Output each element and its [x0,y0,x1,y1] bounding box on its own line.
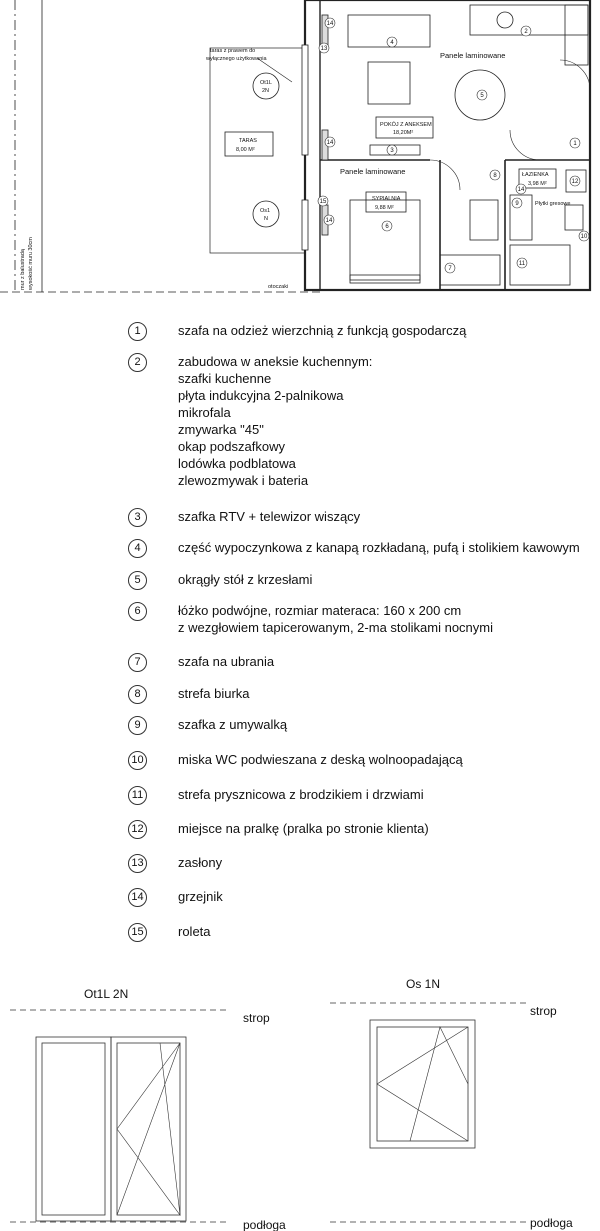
legend-number-badge: 9 [128,716,147,735]
left-window-inner-1 [42,1043,105,1215]
marker-10: 10 [580,234,588,240]
right-window-inner [377,1027,468,1141]
floor-label-hall: Panele laminowane [340,167,406,176]
legend-description [178,820,429,837]
legend-description-line: zasłony [178,855,223,870]
marker-5: 5 [480,93,484,99]
marker-14b: 14 [326,140,334,146]
legend-description-line: zmywarka "45" [178,422,264,437]
legend-description-line: zabudowa w aneksie kuchennym: [178,354,373,369]
bathroom-door-swing [510,130,540,160]
legend-description [178,508,360,525]
legend-description-line: szafka RTV + telewizor wiszący [178,509,361,524]
legend-description [178,716,287,733]
legend-description [178,602,493,636]
legend-description-line: łóżko podwójne, rozmiar materaca: 160 x 200 cm [178,603,462,618]
legend-description [178,923,211,940]
window-os1-tag [253,201,279,227]
legend-description-line: szafki kuchenne [178,371,272,386]
legend-number-badge: 12 [128,820,147,839]
right-window-frame [370,1020,475,1148]
marker-13: 13 [320,46,328,52]
living-room-label: POKÓJ Z ANEKSEM [380,122,432,128]
window-elevations [0,960,600,1231]
legend-description-line: lodówka podblatowa [178,456,296,471]
right-ceiling-label: strop [530,1004,557,1018]
marker-8: 8 [493,173,497,179]
legend-description-line: okap podszafkowy [178,439,285,454]
marker-9: 9 [515,201,519,207]
legend-number-badge: 2 [128,353,147,372]
legend-number-badge: 15 [128,923,147,942]
wall-note-line-2: wysokość muru 30cm [28,237,34,290]
bed-headboard [350,275,420,283]
legend-number-badge: 10 [128,751,147,770]
desk [470,200,498,240]
left-window-frame-1 [36,1037,111,1221]
terrace-label: TARAS [239,138,257,144]
legend-number-badge: 6 [128,602,147,621]
bedroom-area: 9,88 M² [375,205,394,211]
wc [565,205,583,230]
marker-3: 3 [390,148,394,154]
marker-2: 2 [524,29,528,35]
legend-number-badge: 8 [128,685,147,704]
window-os1-line-2: N [264,216,268,222]
legend-number-badge: 5 [128,571,147,590]
window-ot1l [302,45,308,155]
legend-description [178,854,222,871]
legend-description-line: płyta indukcyjna 2-palnikowa [178,388,344,403]
bedroom-label: SYPIALNIA [372,196,401,202]
marker-14d: 14 [517,187,525,193]
bedroom-door-swing [430,160,460,190]
living-room-area: 18,20M² [393,130,414,136]
sill-label: otoczaki [268,284,289,290]
marker-6: 6 [385,224,389,230]
bathroom-tiles-label: Płytki gresowe [535,201,571,207]
floor-plan [0,0,600,300]
legend-description-line: część wypoczynkowa z kanapą rozkładaną, pufą i stolikiem kawowym [178,540,580,555]
legend-description-line: szafka z umywalką [178,717,288,732]
legend-description-line: grzejnik [178,889,223,904]
window-os1-line-1: Os1 [260,208,271,214]
legend-description-line: szafa na odzież wierzchnią z funkcją gospodarczą [178,323,467,338]
right-elevation-title: Os 1N [406,977,441,991]
legend-description [178,322,466,339]
terrace-note-line-1: taras z prawem do [210,48,256,54]
marker-14c: 14 [325,218,333,224]
legend-number-badge: 13 [128,854,147,873]
legend-description [178,539,580,556]
marker-11: 11 [518,261,526,267]
bathroom-label: ŁAZIENKA [522,172,549,178]
legend-description-line: strefa biurka [178,686,250,701]
bathroom-area: 3,98 M² [528,181,547,187]
terrace-area: 8,00 M² [236,147,255,153]
legend-description-line: strefa prysznicowa z brodzikiem i drzwiami [178,787,424,802]
legend-description [178,571,312,588]
marker-4: 4 [390,40,394,46]
legend [0,312,600,952]
legend-description [178,786,424,803]
floor-label-living: Panele laminowane [440,51,506,60]
legend-description [178,353,372,489]
marker-12: 12 [571,179,579,185]
marker-15: 15 [319,199,327,205]
legend-description [178,751,463,768]
marker-14a: 14 [326,21,334,27]
wall-note-line-1: mur z balustradą [20,249,26,290]
legend-number-badge: 14 [128,888,147,907]
right-window-opening-lines [377,1027,468,1141]
window-ot1l-tag [253,73,279,99]
legend-description [178,685,250,702]
coffee-table [368,62,410,104]
legend-number-badge: 7 [128,653,147,672]
left-floor-label: podłoga [243,1218,286,1231]
marker-1: 1 [573,141,577,147]
left-window-opening-lines [117,1043,180,1215]
window-os1 [302,200,308,250]
legend-description-line: miska WC podwieszana z deską wolnoopadającą [178,752,463,767]
legend-number-badge: 3 [128,508,147,527]
terrace-outline [210,48,305,253]
legend-number-badge: 4 [128,539,147,558]
legend-description-line: mikrofala [178,405,231,420]
legend-description [178,653,274,670]
legend-description-line: roleta [178,924,211,939]
left-elevation-title: Ot1L 2N [84,987,129,1001]
legend-description-line: szafa na ubrania [178,654,275,669]
right-floor-label: podłoga [530,1216,573,1230]
entrance-door-swing [560,60,590,90]
legend-description [178,888,223,905]
legend-description-line: okrągły stół z krzesłami [178,572,313,587]
left-ceiling-label: strop [243,1011,270,1025]
window-ot1l-line-1: Ot1L [260,80,272,86]
legend-description-line: zlewozmywak i bateria [178,473,309,488]
legend-description-line: miejsce na pralkę (pralka po stronie klienta) [178,821,429,836]
kitchen-sink [497,12,513,28]
legend-description-line: z wezgłowiem tapicerowanym, 2-ma stolikami nocnymi [178,620,493,635]
legend-number-badge: 11 [128,786,147,805]
window-ot1l-line-2: 2N [262,88,270,94]
terrace-note-line-2: wyłącznego użytkowania [206,56,267,62]
marker-7: 7 [448,266,452,272]
legend-number-badge: 1 [128,322,147,341]
